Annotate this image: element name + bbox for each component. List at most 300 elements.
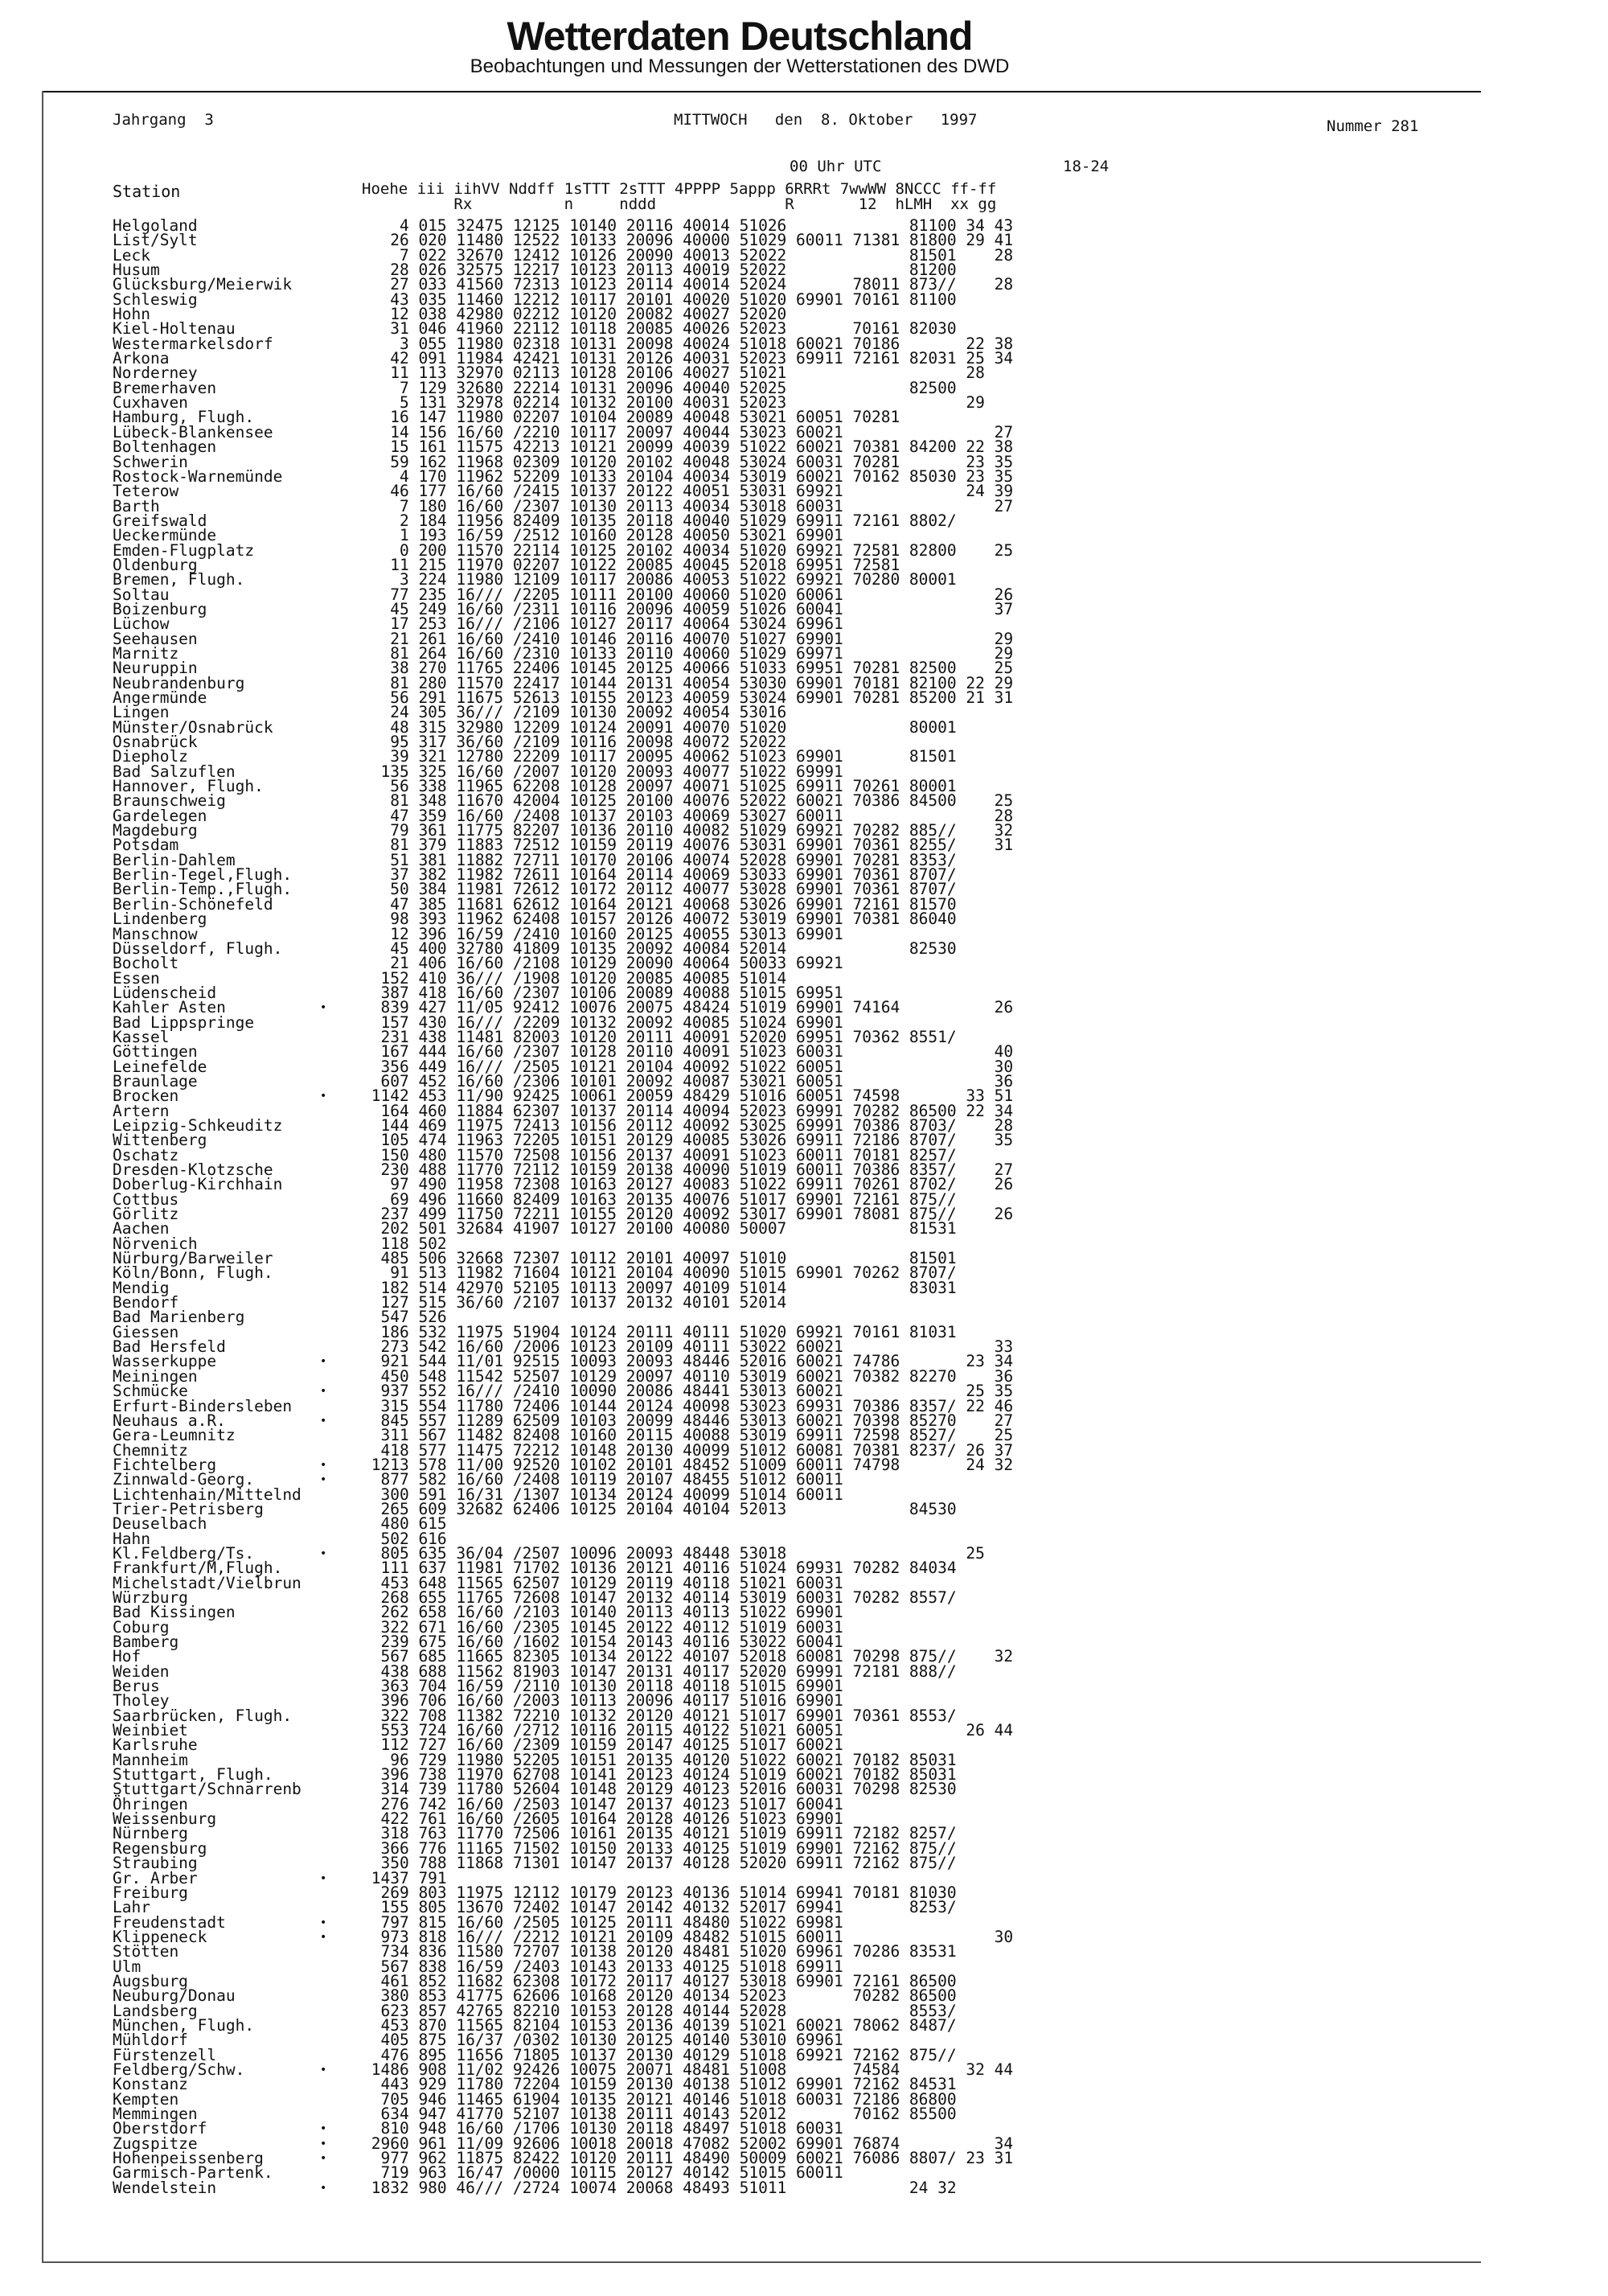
mountain-station-mark: [320, 882, 362, 897]
mountain-station-mark: [320, 647, 362, 661]
station-values: 1213 578 11/00 92520 10102 20101 48452 51009 60011 74798 24 32: [362, 1455, 1014, 1474]
mountain-station-mark: [320, 1119, 362, 1133]
mountain-station-mark: [320, 573, 362, 587]
left-rule: [42, 91, 43, 2262]
mountain-station-mark: [320, 1605, 362, 1620]
station-values: 734 836 11580 72707 10138 20120 48481 51020 69961 70286 83531: [362, 1942, 957, 1961]
station-name: Wendelstein: [113, 2178, 217, 2197]
station-name: Lahr: [113, 1898, 150, 1917]
station-values: 502 616: [362, 1529, 447, 1548]
station-name: Trier-Petrisberg: [113, 1499, 264, 1518]
station-values: 77 235 16/// /2205 10111 20100 40060 51020 60061 26: [362, 585, 1014, 604]
mountain-station-mark: [320, 1281, 362, 1296]
station-values: 97 490 11958 72308 10163 20127 40083 51022 69911 70261 8702/ 26: [362, 1175, 1014, 1194]
mountain-station-mark: [320, 1251, 362, 1266]
mountain-station-mark: [320, 277, 362, 292]
station-values: 318 763 11770 72506 10161 20135 40121 51019 69911 72182 8257/: [362, 1824, 957, 1843]
mountain-station-mark: [320, 1310, 362, 1325]
station-values: 7 022 32670 12412 10126 20090 40013 52022 81501 28: [362, 245, 1014, 265]
station-values: 443 929 11780 72204 10159 20130 40138 51012 69901 72162 84531: [362, 2075, 957, 2094]
station-values: 239 675 16/60 /1602 10154 20143 40116 53022 60041: [362, 1633, 843, 1651]
station-values: 79 361 11775 82207 10136 20110 40082 51029 69921 70282 885// 32: [362, 821, 1014, 840]
mountain-station-mark: [320, 691, 362, 705]
station-name: Deuselbach: [113, 1514, 207, 1534]
station-name: Magdeburg: [113, 821, 198, 840]
mountain-station-mark: [320, 1163, 362, 1177]
station-values: 623 857 42765 82210 10153 20128 40144 52028 8553/: [362, 2001, 957, 2020]
mountain-station-mark: [320, 1753, 362, 1768]
mountain-station-mark: [320, 1797, 362, 1812]
mountain-station-mark: [320, 1709, 362, 1723]
station-values: 839 427 11/05 92412 10076 20075 48424 51019 69901 74164 26: [362, 998, 1014, 1017]
mountain-station-mark: [320, 1488, 362, 1502]
station-name: Oberstdorf: [113, 2119, 207, 2138]
station-table: [113, 216, 1407, 2197]
mountain-station-mark: •: [320, 1871, 327, 1885]
station-name: Hahn: [113, 1529, 150, 1548]
station-values: 356 449 16/// /2505 10121 20104 40092 51022 60051 30: [362, 1057, 1014, 1076]
station-name: Nürburg/Barweiler: [113, 1249, 273, 1268]
station-name: Potsdam: [113, 836, 179, 855]
station-values: 11 113 32970 02113 10128 20106 40027 51021 28: [362, 363, 985, 383]
mountain-station-mark: [320, 2166, 362, 2180]
station-name: Lüdenscheid: [113, 983, 217, 1002]
station-name: Würzburg: [113, 1587, 188, 1607]
station-name: Oldenburg: [113, 555, 198, 574]
station-name: Gr. Arber: [113, 1868, 198, 1887]
page-subtitle: Beobachtungen und Messungen der Wetterstationen des DWD: [470, 55, 1010, 77]
station-name: Augsburg: [113, 1971, 188, 1990]
mountain-station-mark: [320, 1989, 362, 2003]
mountain-station-mark: [320, 2004, 362, 2019]
table-row: [113, 2178, 1407, 2197]
mountain-station-mark: [320, 632, 362, 647]
mountain-station-mark: [320, 779, 362, 794]
station-name: Weiden: [113, 1661, 170, 1681]
station-values: 28 026 32575 12217 10123 20113 40019 52022 81200: [362, 261, 957, 280]
table-row: [113, 1856, 1407, 1871]
station-values: 24 305 36/// /2109 10130 20092 40054 53016: [362, 703, 787, 722]
table-row: [113, 1219, 1407, 1238]
station-name: Bad Kissingen: [113, 1603, 236, 1622]
mountain-station-mark: •: [320, 2063, 327, 2076]
mountain-station-mark: [320, 381, 362, 396]
station-values: 98 393 11962 62408 10157 20126 40072 53019 69901 70381 86040: [362, 910, 957, 929]
station-name: Leinefelde: [113, 1057, 207, 1076]
station-values: 453 870 11565 82104 10153 20136 40139 51021 60021 78062 8487/: [362, 2015, 957, 2035]
station-values: 230 488 11770 72112 10159 20138 40090 51019 60011 70386 8357/ 27: [362, 1160, 1014, 1179]
mountain-station-mark: •: [320, 1001, 327, 1015]
mountain-station-mark: [320, 1532, 362, 1546]
station-values: 112 727 16/60 /2309 10159 20147 40125 51017 60021: [362, 1735, 843, 1755]
station-name: Kahler Asten: [113, 998, 226, 1017]
mountain-station-mark: [320, 971, 362, 986]
station-values: 1437 791: [362, 1868, 447, 1887]
station-name: Bendorf: [113, 1293, 179, 1312]
station-values: 405 875 16/37 /0302 10130 20125 40140 53010 69961: [362, 2031, 843, 2050]
mountain-station-mark: [320, 809, 362, 824]
mountain-station-mark: [320, 1104, 362, 1119]
mountain-station-mark: [320, 1812, 362, 1826]
mountain-station-mark: [320, 1016, 362, 1030]
mountain-station-mark: [320, 1340, 362, 1354]
mountain-station-mark: [320, 1945, 362, 1959]
mountain-station-mark: [320, 1782, 362, 1797]
station-name: Straubing: [113, 1854, 198, 1873]
mountain-station-mark: [320, 2019, 362, 2033]
mountain-station-mark: •: [320, 2152, 327, 2166]
station-name: Essen: [113, 968, 160, 988]
mountain-station-mark: [320, 588, 362, 602]
station-name: Lichtenhain/Mittelnd: [113, 1485, 302, 1504]
station-values: 810 948 16/60 /1706 10130 20118 48497 51018 60031: [362, 2119, 843, 2138]
station-values: 7 180 16/60 /2307 10130 20113 40034 53018 60031 27: [362, 496, 1014, 515]
station-name: Klippeneck: [113, 1927, 207, 1946]
mountain-station-mark: •: [320, 2181, 327, 2195]
mountain-station-mark: [320, 1886, 362, 1900]
station-name: Fichtelberg: [113, 1455, 217, 1474]
station-name: Cuxhaven: [113, 393, 188, 413]
station-name: Lüchow: [113, 614, 170, 634]
station-values: 39 321 12780 22209 10117 20095 40062 51023 69901 81501: [362, 747, 957, 766]
station-values: 450 548 11542 52507 10129 20097 40110 53019 60021 70382 82270 36: [362, 1366, 1014, 1386]
mountain-station-mark: [320, 853, 362, 868]
table-row: [113, 1293, 1407, 1312]
mountain-station-mark: [320, 528, 362, 543]
mountain-station-mark: [320, 1591, 362, 1605]
mountain-station-mark: [320, 1207, 362, 1222]
station-values: 26 020 11480 12522 10133 20096 40000 51029 60011 71381 81800 29 41: [362, 231, 1014, 250]
station-values: 418 577 11475 72212 10148 20130 40099 51012 60081 70381 8237/ 26 37: [362, 1440, 1014, 1460]
station-values: 2 184 11956 82409 10135 20118 40040 51029 69911 72161 8802/: [362, 511, 957, 530]
mountain-station-mark: [320, 912, 362, 926]
station-values: 27 033 41560 72313 10123 20114 40014 52024 78011 873// 28: [362, 275, 1014, 294]
station-values: 164 460 11884 62307 10137 20114 40094 52023 69991 70282 86500 22 34: [362, 1101, 1014, 1120]
station-values: 135 325 16/60 /2007 10120 20093 40077 51022 69991: [362, 762, 843, 781]
station-values: 182 514 42970 52105 10113 20097 40109 51014 83031: [362, 1278, 957, 1297]
station-values: 81 264 16/60 /2310 10133 20110 40060 51029 69971 29: [362, 643, 1014, 663]
station-values: 202 501 32684 41907 10127 20100 40080 50007 81531: [362, 1219, 957, 1238]
mountain-station-mark: [320, 2048, 362, 2063]
station-name: Dresden-Klotzsche: [113, 1160, 273, 1179]
mountain-station-mark: [320, 1074, 362, 1089]
station-values: 81 348 11670 42004 10125 20100 40076 52022 60021 70386 84500 25: [362, 791, 1014, 811]
mountain-station-mark: [320, 1502, 362, 1517]
station-values: 547 526: [362, 1308, 447, 1327]
station-values: 118 502: [362, 1234, 447, 1253]
station-name: Greifswald: [113, 511, 207, 530]
mountain-station-mark: [320, 351, 362, 366]
station-values: 269 803 11975 12112 10179 20123 40136 51014 69941 70181 81030: [362, 1883, 957, 1902]
station-values: 4 015 32475 12125 10140 20116 40014 51026 81100 34 43: [362, 216, 1014, 235]
station-name: Weissenburg: [113, 1809, 217, 1829]
station-name: Oschatz: [113, 1145, 179, 1164]
station-name: Chemnitz: [113, 1440, 188, 1460]
station-name: Mühldorf: [113, 2031, 188, 2050]
station-values: 15 161 11575 42213 10121 20099 40039 51022 60021 70381 84200 22 38: [362, 437, 1014, 457]
station-values: 157 430 16/// /2209 10132 20092 40085 51024 69901: [362, 1012, 843, 1032]
station-values: 96 729 11980 52205 10151 20135 40120 51022 60021 70182 85031: [362, 1750, 957, 1769]
mountain-station-mark: [320, 2093, 362, 2107]
station-name: Kiel-Holtenau: [113, 319, 236, 339]
top-rule: [42, 91, 1481, 92]
station-name: Arkona: [113, 349, 170, 368]
mountain-station-mark: •: [320, 1916, 327, 1929]
mountain-station-mark: [320, 1620, 362, 1635]
station-name: Konstanz: [113, 2075, 188, 2094]
station-name: Neuburg/Donau: [113, 1986, 236, 2006]
station-name: Berus: [113, 1677, 160, 1696]
observation-period: 18-24: [1063, 158, 1110, 175]
station-name: Leipzig-Schkeuditz: [113, 1115, 283, 1135]
mountain-station-mark: [320, 927, 362, 942]
station-values: 51 381 11882 72711 10170 20106 40074 52028 69901 70281 8353/: [362, 850, 957, 869]
station-values: 111 637 11981 71702 10136 20121 40116 51024 69931 70282 84034: [362, 1559, 957, 1578]
station-name: Neuhaus a.R.: [113, 1411, 226, 1430]
station-name: Leck: [113, 245, 150, 265]
station-name: Lindenberg: [113, 910, 207, 929]
station-name: Marnitz: [113, 643, 179, 663]
station-name: Bamberg: [113, 1633, 179, 1651]
station-name: Regensburg: [113, 1838, 207, 1858]
mountain-station-mark: [320, 1900, 362, 1915]
station-values: 314 739 11780 52604 10148 20129 40123 52016 60031 70298 82530: [362, 1780, 957, 1799]
station-values: 81 280 11570 22417 10144 20131 40054 53030 69901 70181 82100 22 29: [362, 673, 1014, 692]
mountain-station-mark: [320, 293, 362, 307]
station-values: 322 708 11382 72210 10132 20120 40121 51017 69901 70361 8553/: [362, 1706, 957, 1725]
station-name: München, Flugh.: [113, 2015, 255, 2035]
station-name: Fürstenzell: [113, 2045, 217, 2064]
station-values: 152 410 36/// /1908 10120 20085 40085 51014: [362, 968, 787, 988]
station-name: Saarbrücken, Flugh.: [113, 1706, 293, 1725]
station-name: Westermarkelsdorf: [113, 334, 273, 353]
mountain-station-mark: •: [320, 1355, 327, 1369]
station-name: Glücksburg/Meierwik: [113, 275, 293, 294]
station-name: Kassel: [113, 1027, 170, 1046]
station-name: Köln/Bonn, Flugh.: [113, 1263, 273, 1283]
mountain-station-mark: [320, 514, 362, 528]
station-values: 797 815 16/60 /2505 10125 20111 48480 51022 69981: [362, 1912, 843, 1932]
mountain-station-mark: [320, 1222, 362, 1236]
station-values: 396 738 11970 62708 10141 20123 40124 51019 60021 70182 85031: [362, 1765, 957, 1785]
mountain-station-mark: [320, 956, 362, 971]
station-values: 315 554 11780 72406 10144 20124 40098 53023 69931 70386 8357/ 22 46: [362, 1396, 1014, 1415]
station-values: 155 805 13670 72402 10147 20142 40132 52017 69941 8253/: [362, 1898, 957, 1917]
mountain-station-mark: [320, 1060, 362, 1074]
mountain-station-mark: [320, 1576, 362, 1591]
station-values: 634 947 41770 52107 10138 20111 40143 52012 70162 85500: [362, 2105, 957, 2123]
station-name: List/Sylt: [113, 231, 198, 250]
station-values: 167 444 16/60 /2307 10128 20110 40091 51023 60031 40: [362, 1042, 1014, 1062]
mountain-station-mark: [320, 868, 362, 882]
station-values: 91 513 11982 71604 10121 20104 40090 51015 69901 70262 8707/: [362, 1263, 957, 1283]
mountain-station-mark: [320, 1738, 362, 1752]
mountain-station-mark: [320, 1856, 362, 1871]
bottom-rule: [42, 2261, 1481, 2263]
station-values: 3 055 11980 02318 10131 20098 40024 51018 60021 70186 22 38: [362, 334, 1014, 353]
mountain-station-mark: [320, 440, 362, 454]
station-name: Bad Hersfeld: [113, 1337, 226, 1357]
station-values: 12 396 16/59 /2410 10160 20125 40055 53013 69901: [362, 924, 843, 943]
mountain-station-mark: [320, 233, 362, 248]
mountain-station-mark: [320, 765, 362, 779]
station-name: Freudenstadt: [113, 1912, 226, 1932]
station-values: 47 359 16/60 /2408 10137 20103 40069 53027 60011 28: [362, 806, 1014, 825]
station-name: Mendig: [113, 1278, 170, 1297]
station-values: 265 609 32682 62406 10125 20104 40104 52013 84530: [362, 1499, 957, 1518]
station-values: 422 761 16/60 /2605 10164 20128 40126 51023 69901: [362, 1809, 843, 1829]
station-values: 380 853 41775 62606 10168 20120 40134 52023 70282 86500: [362, 1986, 957, 2006]
mountain-station-mark: [320, 307, 362, 322]
station-values: 21 261 16/60 /2410 10146 20116 40070 51027 69901 29: [362, 629, 1014, 648]
mountain-station-mark: [320, 1266, 362, 1280]
station-name: Braunlage: [113, 1071, 198, 1090]
station-values: 567 838 16/59 /2403 10143 20133 40125 51018 69911: [362, 1957, 843, 1976]
station-values: 396 706 16/60 /2003 10113 20096 40117 51016 69901: [362, 1691, 843, 1711]
mountain-station-mark: •: [320, 1930, 327, 1944]
station-name: Emden-Flugplatz: [113, 540, 255, 560]
station-values: 453 648 11565 62507 10129 20119 40118 51021 60031: [362, 1573, 843, 1592]
station-name: Weinbiet: [113, 1721, 188, 1740]
mountain-station-mark: [320, 1370, 362, 1384]
mountain-station-mark: •: [320, 1546, 327, 1560]
mountain-station-mark: [320, 1517, 362, 1531]
station-name: Garmisch-Partenk.: [113, 2163, 273, 2183]
mountain-station-mark: [320, 824, 362, 838]
station-values: 47 385 11681 62612 10164 20121 40068 53026 69901 72161 81570: [362, 894, 957, 914]
column-header-line1: Hoehe iii iihVV Nddff 1sTTT 2sTTT 4PPPP 5appp 6RRRt 7wwWW 8NCCC ff-ff: [362, 180, 997, 198]
page-title: Wetterdaten Deutschland: [507, 14, 973, 59]
mountain-station-mark: [320, 2107, 362, 2121]
mountain-station-mark: [320, 676, 362, 691]
station-name: Görlitz: [113, 1205, 179, 1224]
station-name: Kempten: [113, 2089, 179, 2109]
station-name: Angermünde: [113, 688, 207, 707]
masthead: [434, 14, 1045, 77]
mountain-station-mark: [320, 1768, 362, 1782]
station-name: Memmingen: [113, 2105, 198, 2123]
station-name: Hannover, Flugh.: [113, 777, 264, 796]
station-name: Hohenpeissenberg: [113, 2149, 264, 2168]
station-values: 3 224 11980 12109 10117 20086 40053 51022 69921 70280 80001: [362, 570, 957, 589]
station-values: 311 567 11482 82408 10160 20115 40088 53019 69911 72598 8527/ 25: [362, 1426, 1014, 1445]
station-values: 45 400 32780 41809 10135 20092 40084 52014 82530: [362, 939, 957, 958]
station-name: Bad Lippspringe: [113, 1012, 255, 1032]
station-values: 1486 908 11/02 92426 10075 20071 48481 51008 74584 32 44: [362, 2060, 1014, 2079]
station-values: 237 499 11750 72211 10155 20120 40092 53017 69901 78081 875// 26: [362, 1205, 1014, 1224]
station-name: Husum: [113, 261, 160, 280]
station-name: Bad Marienberg: [113, 1308, 245, 1327]
mountain-station-mark: [320, 1148, 362, 1163]
station-name: Ulm: [113, 1957, 142, 1976]
station-values: 105 474 11963 72205 10151 20129 40085 53026 69911 72186 8707/ 35: [362, 1131, 1014, 1150]
station-name: Düsseldorf, Flugh.: [113, 939, 283, 958]
station-values: 461 852 11682 62308 10172 20117 40127 53018 69901 72161 86500: [362, 1971, 957, 1990]
station-values: 4 170 11962 52209 10133 20104 40034 53019 60021 70162 85030 23 35: [362, 466, 1014, 486]
station-values: 12 038 42980 02212 10120 20082 40027 52020: [362, 305, 787, 324]
station-values: 46 177 16/60 /2415 10137 20122 40051 53031 69921 24 39: [362, 482, 1014, 501]
station-name: Kl.Feldberg/Ts.: [113, 1543, 255, 1563]
station-values: 262 658 16/60 /2103 10140 20113 40113 51022 69901: [362, 1603, 843, 1622]
station-name: Münster/Osnabrück: [113, 717, 273, 737]
column-header-line2: Rx n nddd R 12 hLMH xx gg: [362, 195, 997, 213]
station-values: 387 418 16/60 /2307 10106 20089 40088 51015 69951: [362, 983, 843, 1002]
mountain-station-mark: [320, 1296, 362, 1310]
mountain-station-mark: [320, 425, 362, 440]
station-name: Rostock-Warnemünde: [113, 466, 283, 486]
station-values: 150 480 11570 72508 10156 20137 40091 51023 60011 70181 8257/: [362, 1145, 957, 1164]
station-name: Feldberg/Schw.: [113, 2060, 245, 2079]
station-values: 17 253 16/// /2106 10127 20117 40064 53024 69961: [362, 614, 843, 634]
mountain-station-mark: [320, 1193, 362, 1207]
station-name: Artern: [113, 1101, 170, 1120]
mountain-station-mark: [320, 1428, 362, 1443]
mountain-station-mark: [320, 1694, 362, 1708]
mountain-station-mark: [320, 337, 362, 351]
station-name: Osnabrück: [113, 733, 198, 752]
station-values: 877 582 16/60 /2408 10119 20107 48455 51012 60011: [362, 1470, 843, 1489]
station-name: Berlin-Temp.,Flugh.: [113, 880, 293, 899]
station-values: 273 542 16/60 /2006 10123 20109 40111 53022 60021 33: [362, 1337, 1014, 1357]
mountain-station-mark: [320, 794, 362, 808]
mountain-station-mark: [320, 396, 362, 410]
mountain-station-mark: [320, 1649, 362, 1664]
station-values: 363 704 16/59 /2110 10130 20118 40118 51015 69901: [362, 1677, 843, 1696]
station-name: Bad Salzuflen: [113, 762, 236, 781]
station-name: Barth: [113, 496, 160, 515]
station-values: 7 129 32680 22214 10131 20096 40040 52025 82500: [362, 378, 957, 397]
station-name: Erfurt-Bindersleben: [113, 1396, 293, 1415]
station-name: Wasserkuppe: [113, 1352, 217, 1371]
station-name: Stuttgart, Flugh.: [113, 1765, 273, 1785]
mountain-station-mark: •: [320, 1473, 327, 1487]
mountain-station-mark: [320, 1399, 362, 1414]
mountain-station-mark: [320, 705, 362, 720]
mountain-station-mark: [320, 322, 362, 336]
station-values: 56 338 11965 62208 10128 20097 40071 51025 69911 70261 80001: [362, 777, 957, 796]
mountain-station-mark: [320, 661, 362, 676]
mountain-station-mark: [320, 1842, 362, 1856]
mountain-station-mark: [320, 263, 362, 277]
station-values: 5 131 32978 02214 10132 20100 40031 52023 29: [362, 393, 985, 413]
station-values: 845 557 11289 62509 10103 20099 48446 53013 60021 70398 85270 27: [362, 1411, 1014, 1430]
station-name: Doberlug-Kirchhain: [113, 1175, 283, 1194]
station-values: 1142 453 11/90 92425 10061 20059 48429 51016 60051 74598 33 51: [362, 1086, 1014, 1106]
station-name: Lingen: [113, 703, 170, 722]
mountain-station-mark: [320, 1960, 362, 1974]
station-name: Freiburg: [113, 1883, 188, 1902]
station-name: Berlin-Tegel,Flugh.: [113, 865, 293, 885]
station-name: Aachen: [113, 1219, 170, 1238]
station-name: Boltenhagen: [113, 437, 217, 457]
mountain-station-mark: [320, 942, 362, 956]
station-name: Meiningen: [113, 1366, 198, 1386]
station-values: 921 544 11/01 92515 10093 20093 48446 52016 60021 74786 23 34: [362, 1352, 1014, 1371]
mountain-station-mark: [320, 219, 362, 233]
mountain-station-mark: [320, 499, 362, 514]
station-values: 973 818 16/// /2212 10121 20109 48482 51015 60011 30: [362, 1927, 1014, 1946]
station-values: 476 895 11656 71805 10137 20130 40129 51018 69921 72162 875//: [362, 2045, 957, 2064]
station-name: Cottbus: [113, 1189, 179, 1209]
mountain-station-mark: [320, 1237, 362, 1251]
station-values: 1 193 16/59 /2512 10160 20128 40050 53021 69901: [362, 526, 843, 545]
mountain-station-mark: [320, 1826, 362, 1841]
station-name: Bocholt: [113, 954, 179, 973]
station-values: 322 671 16/60 /2305 10145 20122 40112 51019 60031: [362, 1617, 843, 1637]
station-name: Nörvenich: [113, 1234, 198, 1253]
station-values: 1832 980 46/// /2724 10074 20068 48493 51011 24 32: [362, 2178, 957, 2197]
station-values: 186 532 11975 51904 10124 20111 40111 51020 69921 70161 81031: [362, 1322, 957, 1341]
